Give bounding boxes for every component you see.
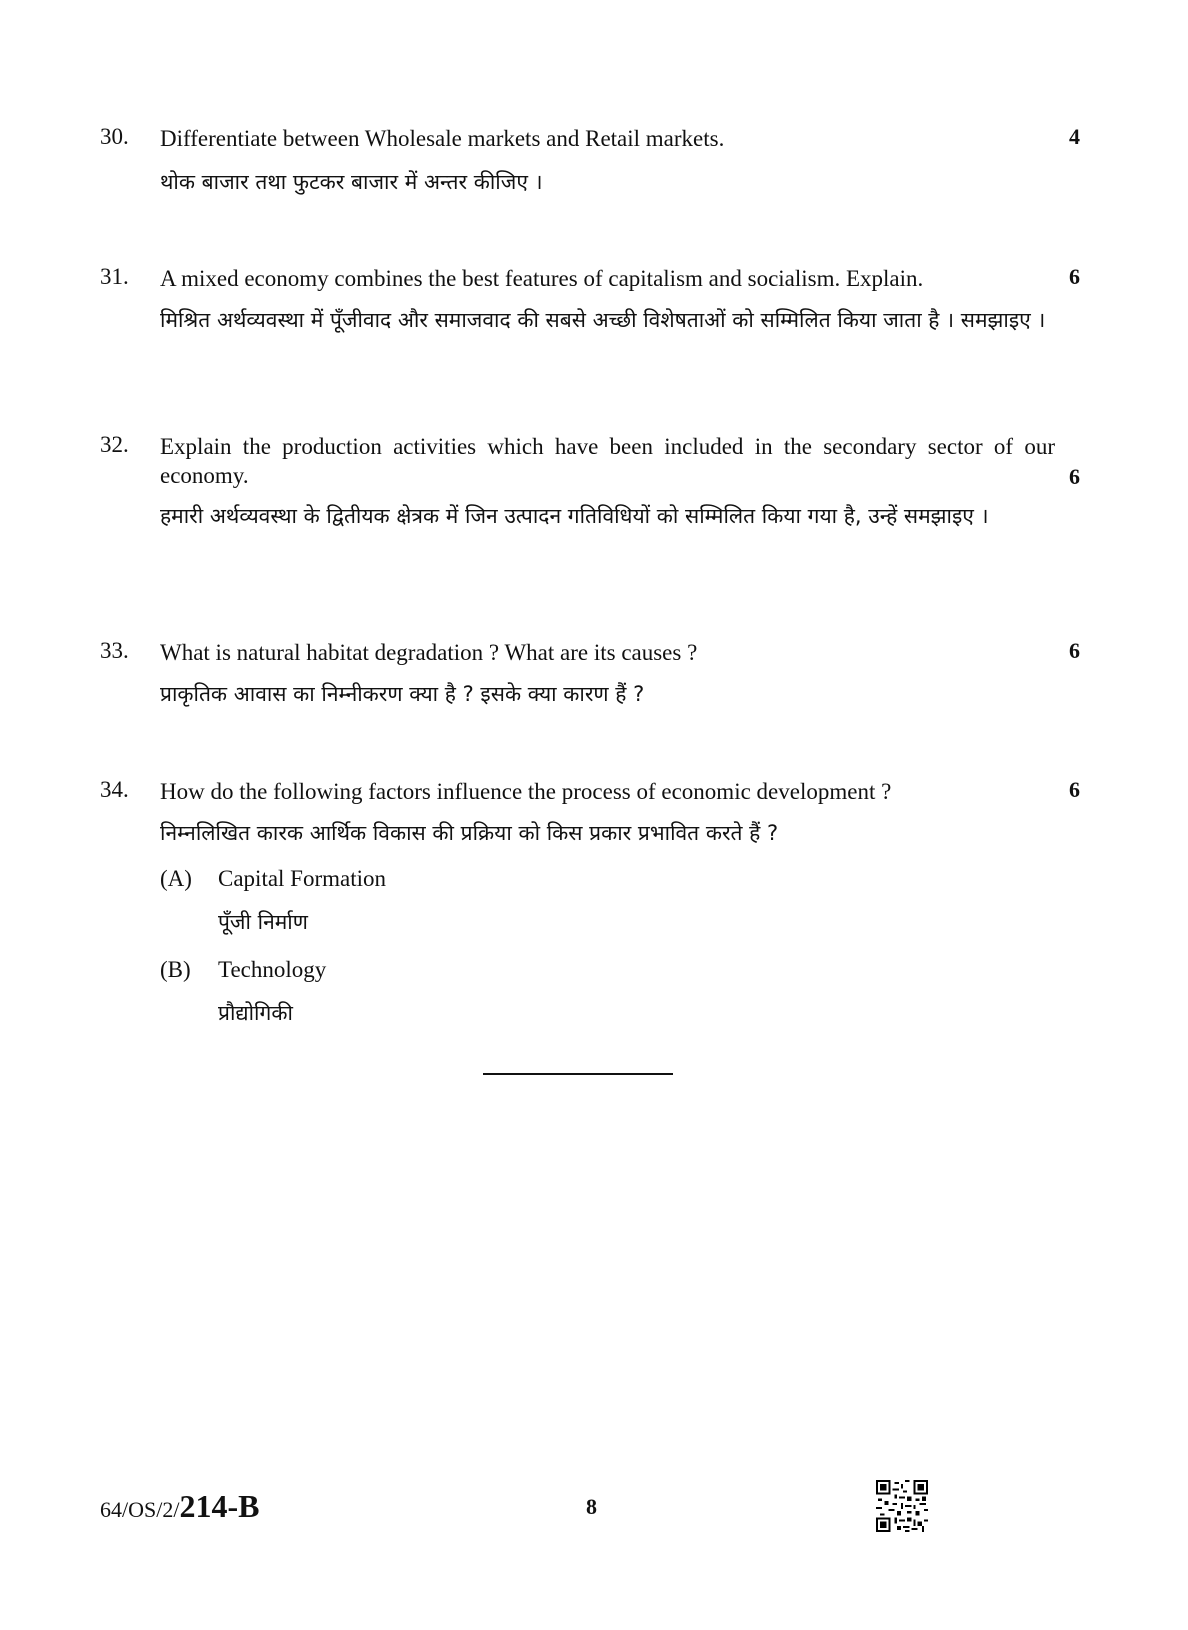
- sub-question-text-en: Technology: [218, 957, 327, 982]
- question-number: 32.: [100, 432, 129, 457]
- question-number: 31.: [100, 264, 129, 289]
- question-text-hi: हमारी अर्थव्यवस्था के द्वितीयक क्षेत्रक में जिन उत्पादन गतिविधियों को सम्मिलित किया गया है, उन्हें समझाइए ।: [160, 504, 989, 528]
- end-of-paper-rule: [483, 1073, 673, 1075]
- paper-code: [100, 1488, 259, 1525]
- question-text-en: Explain the production activities which have been included in the secondary sector of our economy.: [160, 434, 1055, 488]
- marks: 6: [1069, 464, 1080, 489]
- sub-question-text-hi: पूँजी निर्माण: [218, 910, 308, 934]
- question-number: 30.: [100, 124, 129, 149]
- paper-code-prefix: 64/OS/2/: [100, 1497, 180, 1522]
- marks: 6: [1069, 777, 1080, 802]
- question-text-hi: प्राकृतिक आवास का निम्नीकरण क्या है ? इसके क्या कारण हैं ?: [160, 682, 645, 706]
- page-number: 8: [586, 1494, 597, 1519]
- question-text-en: A mixed economy combines the best features of capitalism and socialism. Explain.: [160, 266, 924, 291]
- question-text-hi: निम्नलिखित कारक आर्थिक विकास की प्रक्रिया को किस प्रकार प्रभावित करते हैं ?: [160, 821, 779, 845]
- marks: 6: [1069, 638, 1080, 663]
- sub-question-text-en: Capital Formation: [218, 866, 387, 891]
- question-text-en: What is natural habitat degradation ? What are its causes ?: [160, 640, 698, 665]
- question-text-hi: थोक बाजार तथा फुटकर बाजार में अन्तर कीजिए ।: [160, 170, 543, 194]
- sub-question-text-hi: प्रौद्योगिकी: [218, 1001, 293, 1025]
- question-number: 34.: [100, 777, 129, 802]
- sub-question-label: (B): [160, 957, 191, 982]
- question-text-en: How do the following factors influence the process of economic development ?: [160, 779, 892, 804]
- paper-code-main: 214-B: [179, 1488, 260, 1524]
- marks: 4: [1069, 124, 1080, 149]
- sub-question-label: (A): [160, 866, 192, 891]
- question-text-hi: मिश्रित अर्थव्यवस्था में पूँजीवाद और समाजवाद की सबसे अच्छी विशेषताओं को सम्मिलित किया जाता है । समझाइए ।: [160, 308, 1046, 332]
- marks: 6: [1069, 264, 1080, 289]
- question-text-en: Differentiate between Wholesale markets and Retail markets.: [160, 126, 725, 151]
- qr-code-icon: [876, 1480, 928, 1532]
- question-number: 33.: [100, 638, 129, 663]
